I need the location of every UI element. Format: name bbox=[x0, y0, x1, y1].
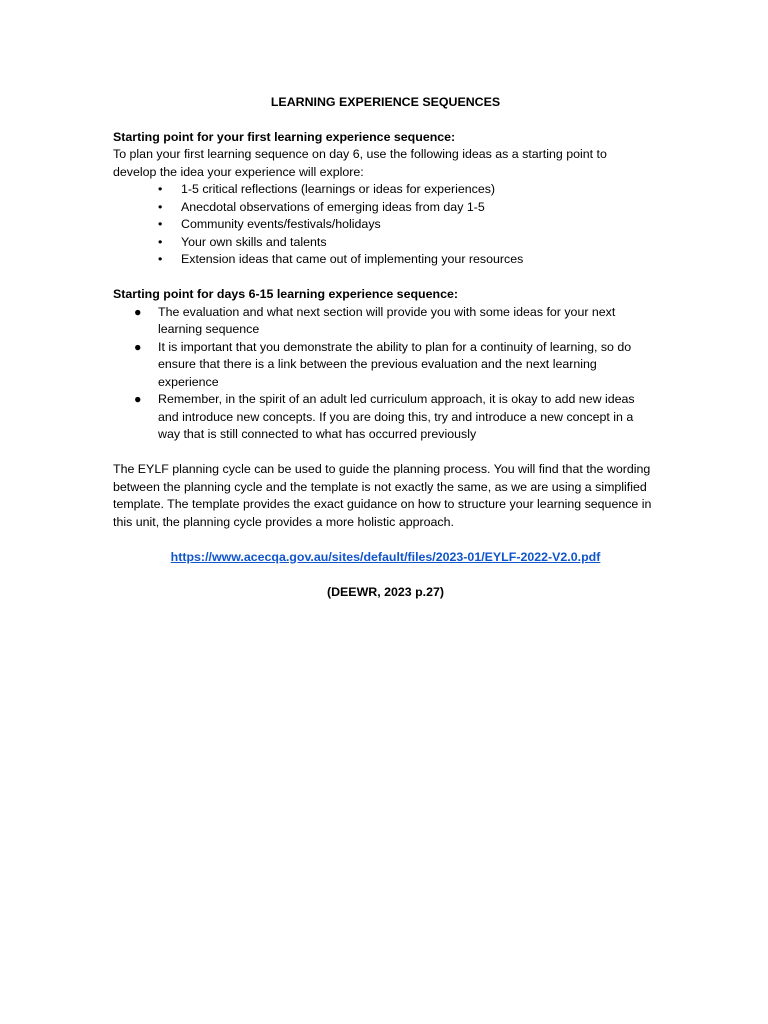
document-content bbox=[113, 94, 658, 601]
bullet-icon: ● bbox=[134, 392, 142, 406]
list-item: • Extension ideas that came out of implementing your resources bbox=[113, 251, 658, 269]
section1-intro: To plan your first learning sequence on day 6, use the following ideas as a starting point to develop the idea your experience will explore: bbox=[113, 147, 607, 179]
spacer bbox=[113, 121, 658, 129]
section2-heading: Starting point for days 6-15 learning experience sequence: bbox=[113, 287, 458, 301]
bullet-icon: ● bbox=[134, 339, 142, 354]
section1-list bbox=[113, 181, 658, 269]
list-item: ● It is important that you demonstrate the ability to plan for a continuity of learning, so do ensure that there is a link between the previous evaluation and the next learning experience bbox=[134, 339, 632, 389]
bullet-icon: • bbox=[158, 252, 163, 266]
bullet-icon: ● bbox=[134, 304, 142, 319]
list-item: ● The evaluation and what next section will provide you with some ideas for your next learning sequence bbox=[134, 304, 616, 336]
list-item: ● Remember, in the spirit of an adult led curriculum approach, it is okay to add new ideas and introduce new concepts. If you are doing this, try and introduce a new concept in a way that is still connected to what has occurred previously bbox=[134, 392, 635, 441]
list-item: • Community events/festivals/holidays bbox=[113, 216, 658, 234]
list-item: • Anecdotal observations of emerging ideas from day 1-5 bbox=[113, 199, 658, 217]
bullet-icon: • bbox=[158, 182, 163, 196]
eylf-pdf-link[interactable]: https://www.acecqa.gov.au/sites/default/files/2023-01/EYLF-2022-V2.0.pdf bbox=[170, 549, 601, 564]
list-item: • Your own skills and talents bbox=[113, 234, 658, 252]
eylf-paragraph: The EYLF planning cycle can be used to guide the planning process. You will find that the wording between the planning cycle and the template is not exactly the same, as we are using a simplified template. The template provides the exact guidance on how to structure your learning sequence in this unit, the planning cycle provides a more holistic approach. bbox=[113, 462, 652, 529]
section1-heading: Starting point for your first learning experience sequence: bbox=[113, 129, 456, 144]
bullet-icon: • bbox=[158, 199, 163, 214]
section2-list bbox=[113, 304, 658, 444]
spacer bbox=[113, 269, 658, 287]
citation: (DEEWR, 2023 p.27) bbox=[326, 584, 445, 599]
bullet-icon: • bbox=[158, 217, 163, 231]
list-item: • 1-5 critical reflections (learnings or ideas for experiences) bbox=[113, 181, 658, 199]
spacer bbox=[113, 444, 658, 462]
spacer bbox=[113, 531, 658, 549]
spacer bbox=[113, 566, 658, 584]
bullet-icon: • bbox=[158, 234, 163, 249]
document-title: LEARNING EXPERIENCE SEQUENCES bbox=[270, 95, 501, 109]
link-line bbox=[113, 549, 658, 567]
